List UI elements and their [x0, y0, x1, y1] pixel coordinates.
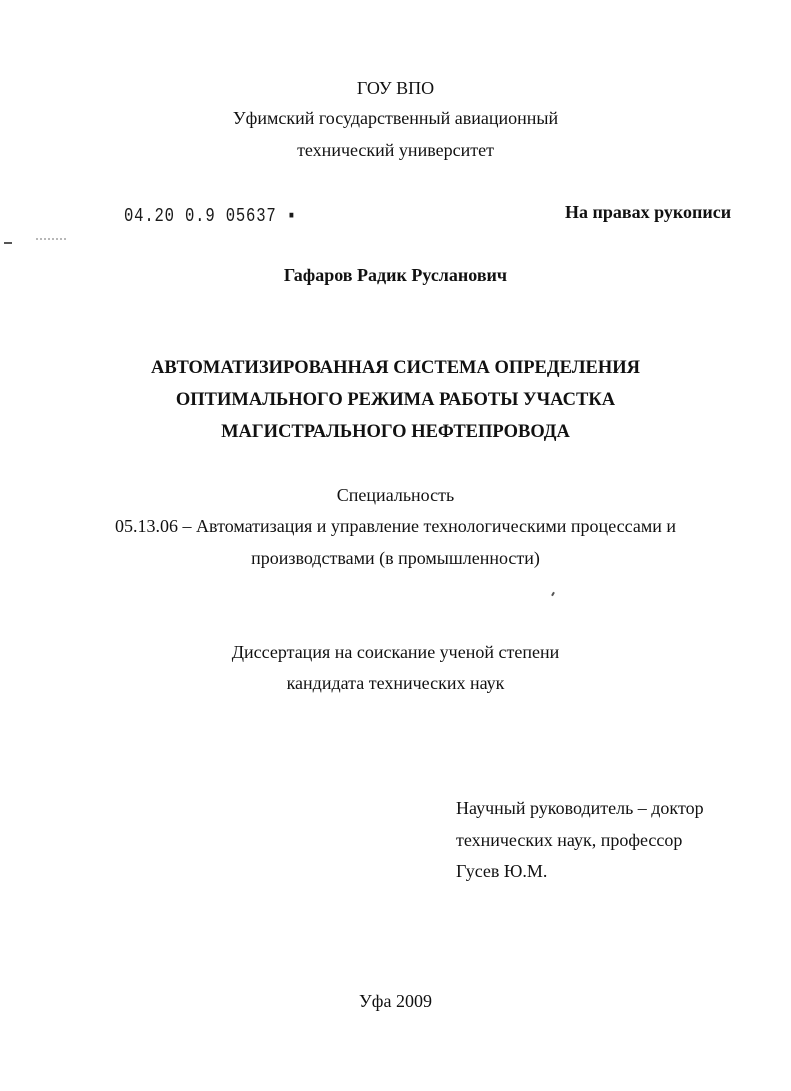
title-line-1: АВТОМАТИЗИРОВАННАЯ СИСТЕМА ОПРЕДЕЛЕНИЯ	[150, 358, 640, 378]
supervisor-name: Гусев Ю.М.	[456, 861, 548, 881]
university-line-2: технический университет	[297, 140, 494, 160]
title-line-3: МАГИСТРАЛЬНОГО НЕФТЕПРОВОДА	[221, 422, 570, 442]
degree-line-2: кандидата технических наук	[286, 673, 505, 693]
specialty-line-2: производствами (в промышленности)	[251, 548, 540, 568]
org-name: ГОУ ВПО	[356, 78, 435, 98]
degree-line-1: Диссертация на соискание ученой степени	[231, 642, 560, 662]
university-line-1: Уфимский государственный авиационный	[232, 108, 559, 128]
scan-artifact-dots	[36, 238, 66, 240]
scan-artifact-tick	[551, 592, 555, 596]
supervisor-line-1: Научный руководитель – доктор	[456, 798, 704, 818]
specialty-line-1: 05.13.06 – Автоматизация и управление технологическими процессами и	[115, 516, 676, 536]
supervisor-line-2: технических наук, профессор	[456, 830, 683, 850]
specialty-label: Специальность	[336, 485, 455, 505]
author-name: Гафаров Радик Русланович	[283, 265, 508, 285]
city-year: Уфа 2009	[359, 991, 432, 1011]
registration-stamp-number: 04.20 0.9 05637 ▪	[124, 205, 297, 227]
rights-notice: На правах рукописи	[565, 202, 732, 222]
scan-artifact-mark	[4, 242, 12, 244]
title-line-2: ОПТИМАЛЬНОГО РЕЖИМА РАБОТЫ УЧАСТКА	[175, 390, 616, 410]
